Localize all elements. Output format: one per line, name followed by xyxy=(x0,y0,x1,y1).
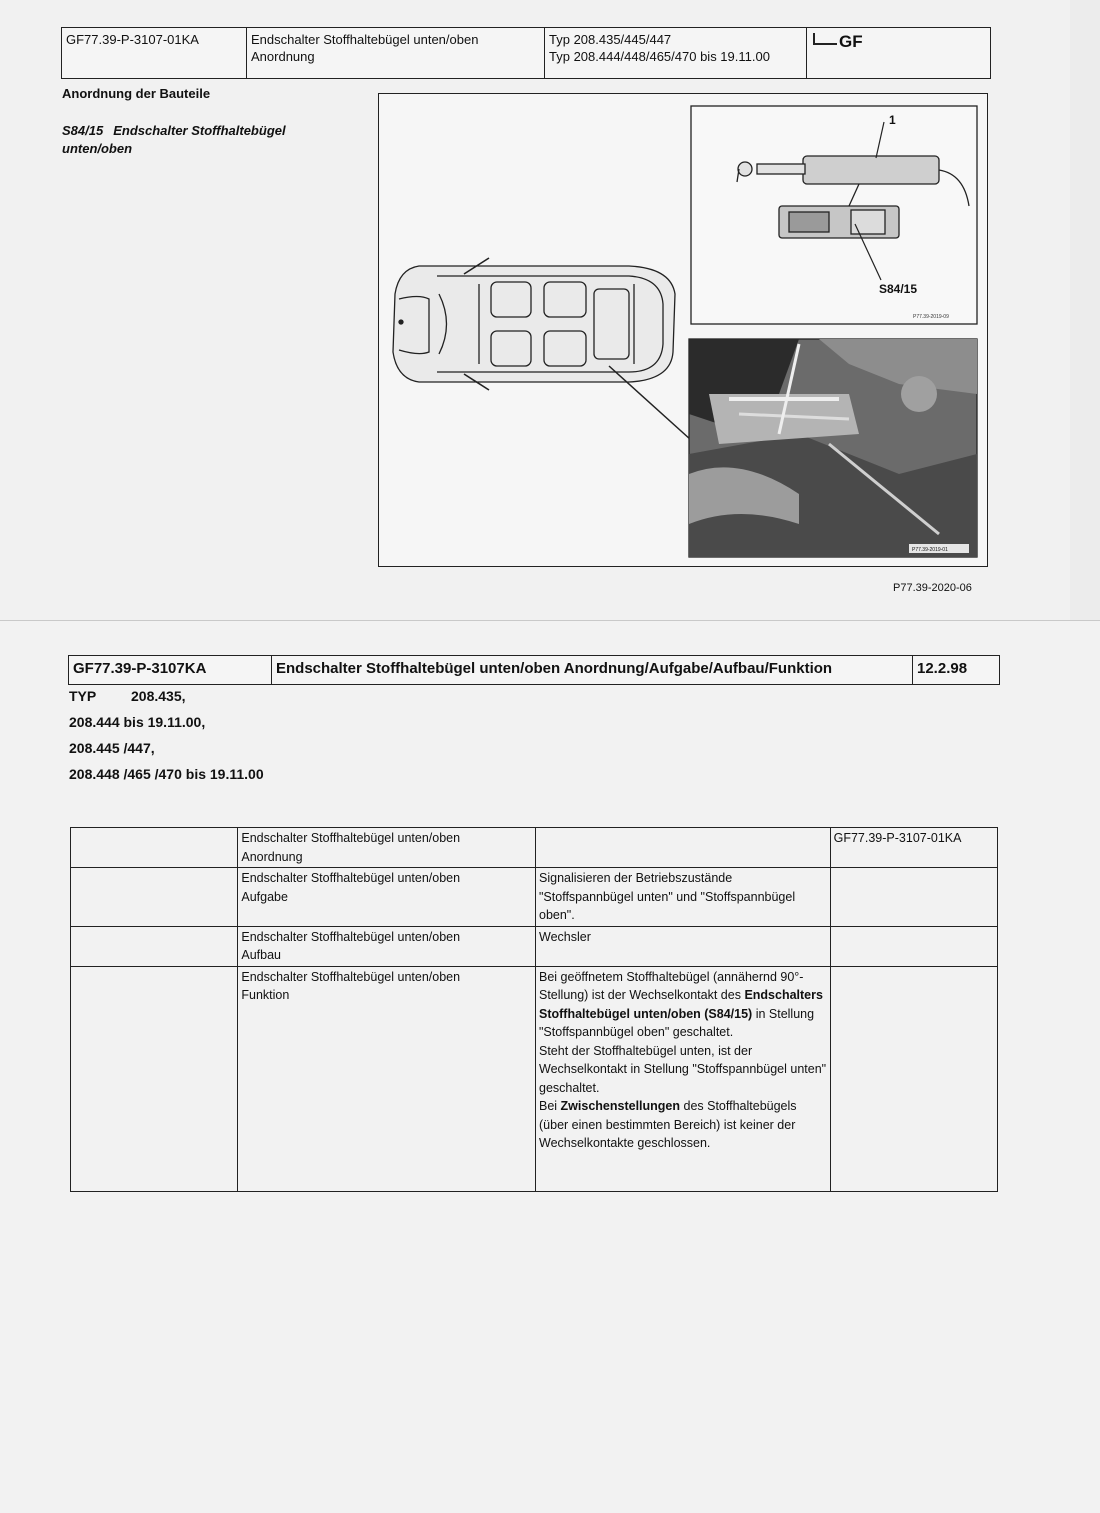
row3-subject-line1: Endschalter Stoffhaltebügel unten/oben xyxy=(241,929,461,944)
row1-subject-line1: Endschalter Stoffhaltebügel unten/oben xyxy=(241,831,461,845)
table-cell-subject xyxy=(238,926,536,966)
p3-bold: Zwischenstellungen xyxy=(560,1099,681,1113)
type-line-1 xyxy=(69,683,264,709)
table-row-funktion xyxy=(71,966,998,1191)
row1-reference: GF77.39-P-3107-01KA xyxy=(830,828,997,868)
type-line-3: 208.445 /447, xyxy=(69,740,155,756)
type-line-4: 208.448 /465 /470 bis 19.11.00 xyxy=(69,766,264,782)
table-cell-subject xyxy=(238,868,536,927)
top-title-line2: Anordnung xyxy=(251,49,315,64)
installation-photo xyxy=(689,339,977,557)
table-cell-empty xyxy=(830,868,997,927)
p3-text: Bei xyxy=(539,1099,561,1113)
table-row-aufbau xyxy=(71,926,998,966)
component-figure xyxy=(378,93,988,567)
p1-text-end: in Stellung "Stoffspannbügel oben" geschaltet. xyxy=(539,1006,815,1039)
row2-description: Signalisieren der Betriebszustände "Stoffspannbügel unten" und "Stoffspannbügel oben". xyxy=(536,868,831,927)
figure-small-ref-1: P77.39-2019-09 xyxy=(913,314,949,320)
p1-bold: Endschalters Stoffhaltebügel unten/oben (S84/15) xyxy=(539,988,823,1021)
table-cell-empty xyxy=(71,966,238,1191)
gf-logo-text: GF xyxy=(839,32,863,51)
bottom-date: 12.2.98 xyxy=(917,660,968,677)
p3-text-end: des Stoffhaltebügels (über einen bestimmten Bereich) ist keiner der Wechselkontakte geschlossen. xyxy=(539,1099,797,1150)
top-title-cell xyxy=(247,28,545,78)
function-paragraph-1 xyxy=(539,968,827,1042)
table-cell-desc xyxy=(536,828,831,868)
row4-description xyxy=(536,966,831,1191)
callout-s84-15: S84/15 xyxy=(879,282,918,296)
table-cell-empty xyxy=(830,926,997,966)
row2-subject-line1: Endschalter Stoffhaltebügel unten/oben xyxy=(241,871,461,885)
typ-label: TYP xyxy=(69,688,97,704)
top-type-line2: Typ 208.444/448/465/470 bis 19.11.00 xyxy=(549,49,770,64)
table-cell-empty xyxy=(71,868,238,927)
section-title: Anordnung der Bauteile xyxy=(62,86,211,101)
top-type-line1: Typ 208.435/445/447 xyxy=(549,32,672,47)
bottom-doc-id: GF77.39-P-3107KA xyxy=(69,656,272,684)
table-cell-empty xyxy=(71,926,238,966)
function-paragraph-2: Steht der Stoffhaltebügel unten, ist der Wechselkontakt in Stellung "Stoffspannbügel unten" geschaltet. xyxy=(539,1043,827,1095)
table-cell-empty xyxy=(71,828,238,868)
top-header-table xyxy=(61,27,991,79)
top-type-cell xyxy=(545,28,807,78)
table-row-aufgabe xyxy=(71,868,998,927)
row3-description: Wechsler xyxy=(536,926,831,966)
table-cell-empty xyxy=(830,966,997,1191)
component-label xyxy=(62,122,342,158)
callout-1: 1 xyxy=(889,113,896,127)
row4-subject-line2: Funktion xyxy=(241,988,290,1002)
table-cell-subject xyxy=(238,828,536,868)
component-code: S84/15 xyxy=(62,123,104,138)
gf-logo-cell xyxy=(807,28,990,78)
component-name: Endschalter Stoffhaltebügel unten/oben xyxy=(62,123,286,156)
type-list xyxy=(69,683,264,787)
row3-subject-line2: Aufbau xyxy=(241,948,281,962)
p1-text: Bei geöffnetem Stoffhaltebügel (annähernd 90°-Stellung) ist der Wechselkontakt des xyxy=(539,969,804,1002)
table-cell-subject xyxy=(238,966,536,1191)
type-line-1-text: 208.435, xyxy=(131,688,186,704)
gf-arrow-icon xyxy=(813,33,837,45)
function-paragraph-3 xyxy=(539,1097,827,1153)
figure-ref: P77.39-2020-06 xyxy=(893,582,972,594)
top-doc-id: GF77.39-P-3107-01KA xyxy=(62,28,247,78)
table-row-anordnung xyxy=(71,828,998,868)
row2-subject-line2: Aufgabe xyxy=(241,889,288,904)
car-top-view-drawing xyxy=(393,258,675,390)
type-line-2: 208.444 bis 19.11.00, xyxy=(69,714,206,730)
bottom-title: Endschalter Stoffhaltebügel unten/oben Anordnung/Aufgabe/Aufbau/Funktion xyxy=(272,656,913,684)
info-table xyxy=(70,827,998,1192)
figure-drawing xyxy=(379,94,989,568)
bottom-header-table xyxy=(68,655,1000,685)
switch-detail-drawing xyxy=(691,106,977,324)
row4-subject-line1: Endschalter Stoffhaltebügel unten/oben xyxy=(241,969,461,984)
top-title-line1: Endschalter Stoffhaltebügel unten/oben xyxy=(251,32,479,47)
row1-subject-line2: Anordnung xyxy=(241,849,303,864)
figure-small-ref-2: P77.39-2019-01 xyxy=(912,547,948,553)
